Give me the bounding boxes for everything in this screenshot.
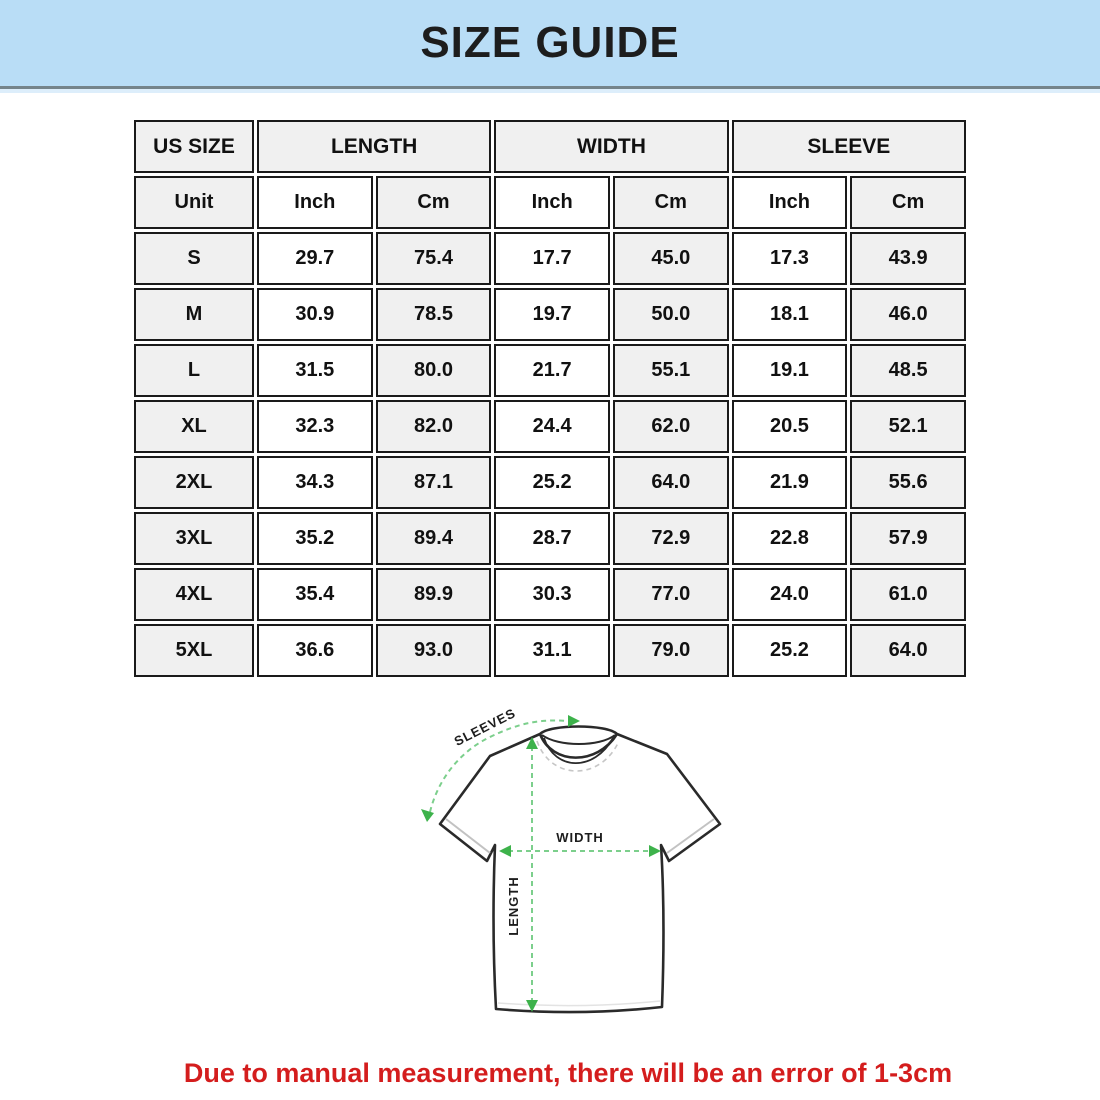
measurement-cell: 30.9 — [257, 288, 373, 341]
measurement-cell: 64.0 — [850, 624, 966, 677]
measurement-cell: 34.3 — [257, 456, 373, 509]
measurement-cell: 17.7 — [494, 232, 610, 285]
size-table — [131, 117, 969, 680]
size-label: 4XL — [134, 568, 254, 621]
measurement-cell: 79.0 — [613, 624, 729, 677]
measurement-cell: 52.1 — [850, 400, 966, 453]
measurement-cell: 82.0 — [376, 400, 492, 453]
measurement-cell: 43.9 — [850, 232, 966, 285]
size-label: 2XL — [134, 456, 254, 509]
col-header-us-size: US SIZE — [134, 120, 254, 173]
unit-header-row — [134, 176, 966, 229]
width-label: WIDTH — [556, 830, 604, 845]
page-title: SIZE GUIDE — [420, 18, 680, 67]
tshirt-svg — [390, 694, 750, 1046]
col-header-width: WIDTH — [494, 120, 728, 173]
sleeve-arrowhead-start — [421, 809, 434, 822]
measurement-cell: 21.7 — [494, 344, 610, 397]
size-row-m — [134, 288, 966, 341]
measurement-cell: 19.7 — [494, 288, 610, 341]
measurement-cell: 80.0 — [376, 344, 492, 397]
measurement-cell: 31.5 — [257, 344, 373, 397]
size-label: M — [134, 288, 254, 341]
measurement-cell: 28.7 — [494, 512, 610, 565]
measurement-cell: 64.0 — [613, 456, 729, 509]
measurement-cell: 21.9 — [732, 456, 848, 509]
measurement-cell: 19.1 — [732, 344, 848, 397]
measurement-cell: 29.7 — [257, 232, 373, 285]
col-header-length: LENGTH — [257, 120, 491, 173]
size-row-xl — [134, 400, 966, 453]
unit-length-cm: Cm — [376, 176, 492, 229]
tshirt-outline — [440, 727, 720, 1013]
measurement-cell: 62.0 — [613, 400, 729, 453]
measurement-cell: 45.0 — [613, 232, 729, 285]
measurement-cell: 61.0 — [850, 568, 966, 621]
measurement-cell: 89.4 — [376, 512, 492, 565]
measurement-cell: 30.3 — [494, 568, 610, 621]
measurement-cell: 93.0 — [376, 624, 492, 677]
size-label: L — [134, 344, 254, 397]
measurement-cell: 72.9 — [613, 512, 729, 565]
size-label: XL — [134, 400, 254, 453]
measurement-cell: 17.3 — [732, 232, 848, 285]
measurement-cell: 75.4 — [376, 232, 492, 285]
measurement-cell: 24.0 — [732, 568, 848, 621]
tshirt-diagram — [0, 694, 1100, 1048]
measurement-cell: 77.0 — [613, 568, 729, 621]
measurement-cell: 50.0 — [613, 288, 729, 341]
measurement-cell: 25.2 — [494, 456, 610, 509]
unit-length-inch: Inch — [257, 176, 373, 229]
unit-sleeve-cm: Cm — [850, 176, 966, 229]
measurement-cell: 57.9 — [850, 512, 966, 565]
measurement-cell: 20.5 — [732, 400, 848, 453]
measurement-cell: 78.5 — [376, 288, 492, 341]
size-label: 5XL — [134, 624, 254, 677]
col-header-sleeve: SLEEVE — [732, 120, 966, 173]
size-row-2xl — [134, 456, 966, 509]
unit-width-inch: Inch — [494, 176, 610, 229]
measurement-cell: 35.4 — [257, 568, 373, 621]
measurement-cell: 32.3 — [257, 400, 373, 453]
measurement-cell: 18.1 — [732, 288, 848, 341]
measurement-cell: 35.2 — [257, 512, 373, 565]
group-header-row — [134, 120, 966, 173]
measurement-cell: 55.1 — [613, 344, 729, 397]
size-guide-banner — [0, 0, 1100, 89]
measurement-cell: 22.8 — [732, 512, 848, 565]
unit-width-cm: Cm — [613, 176, 729, 229]
measurement-cell: 48.5 — [850, 344, 966, 397]
measurement-cell: 87.1 — [376, 456, 492, 509]
size-row-l — [134, 344, 966, 397]
measurement-disclaimer: Due to manual measurement, there will be an error of 1-3cm — [183, 1058, 953, 1088]
size-row-5xl — [134, 624, 966, 677]
length-label: LENGTH — [506, 876, 521, 936]
size-row-3xl — [134, 512, 966, 565]
sleeve-label: SLEEVES — [451, 705, 519, 749]
unit-label: Unit — [134, 176, 254, 229]
measurement-cell: 36.6 — [257, 624, 373, 677]
measurement-cell: 46.0 — [850, 288, 966, 341]
measurement-cell: 24.4 — [494, 400, 610, 453]
banner-divider — [0, 89, 1100, 93]
size-row-s — [134, 232, 966, 285]
size-row-4xl — [134, 568, 966, 621]
size-label: S — [134, 232, 254, 285]
measurement-cell: 89.9 — [376, 568, 492, 621]
sleeve-arrowhead-end — [568, 715, 580, 727]
size-label: 3XL — [134, 512, 254, 565]
unit-sleeve-inch: Inch — [732, 176, 848, 229]
measurement-cell: 55.6 — [850, 456, 966, 509]
measurement-cell: 31.1 — [494, 624, 610, 677]
measurement-cell: 25.2 — [732, 624, 848, 677]
